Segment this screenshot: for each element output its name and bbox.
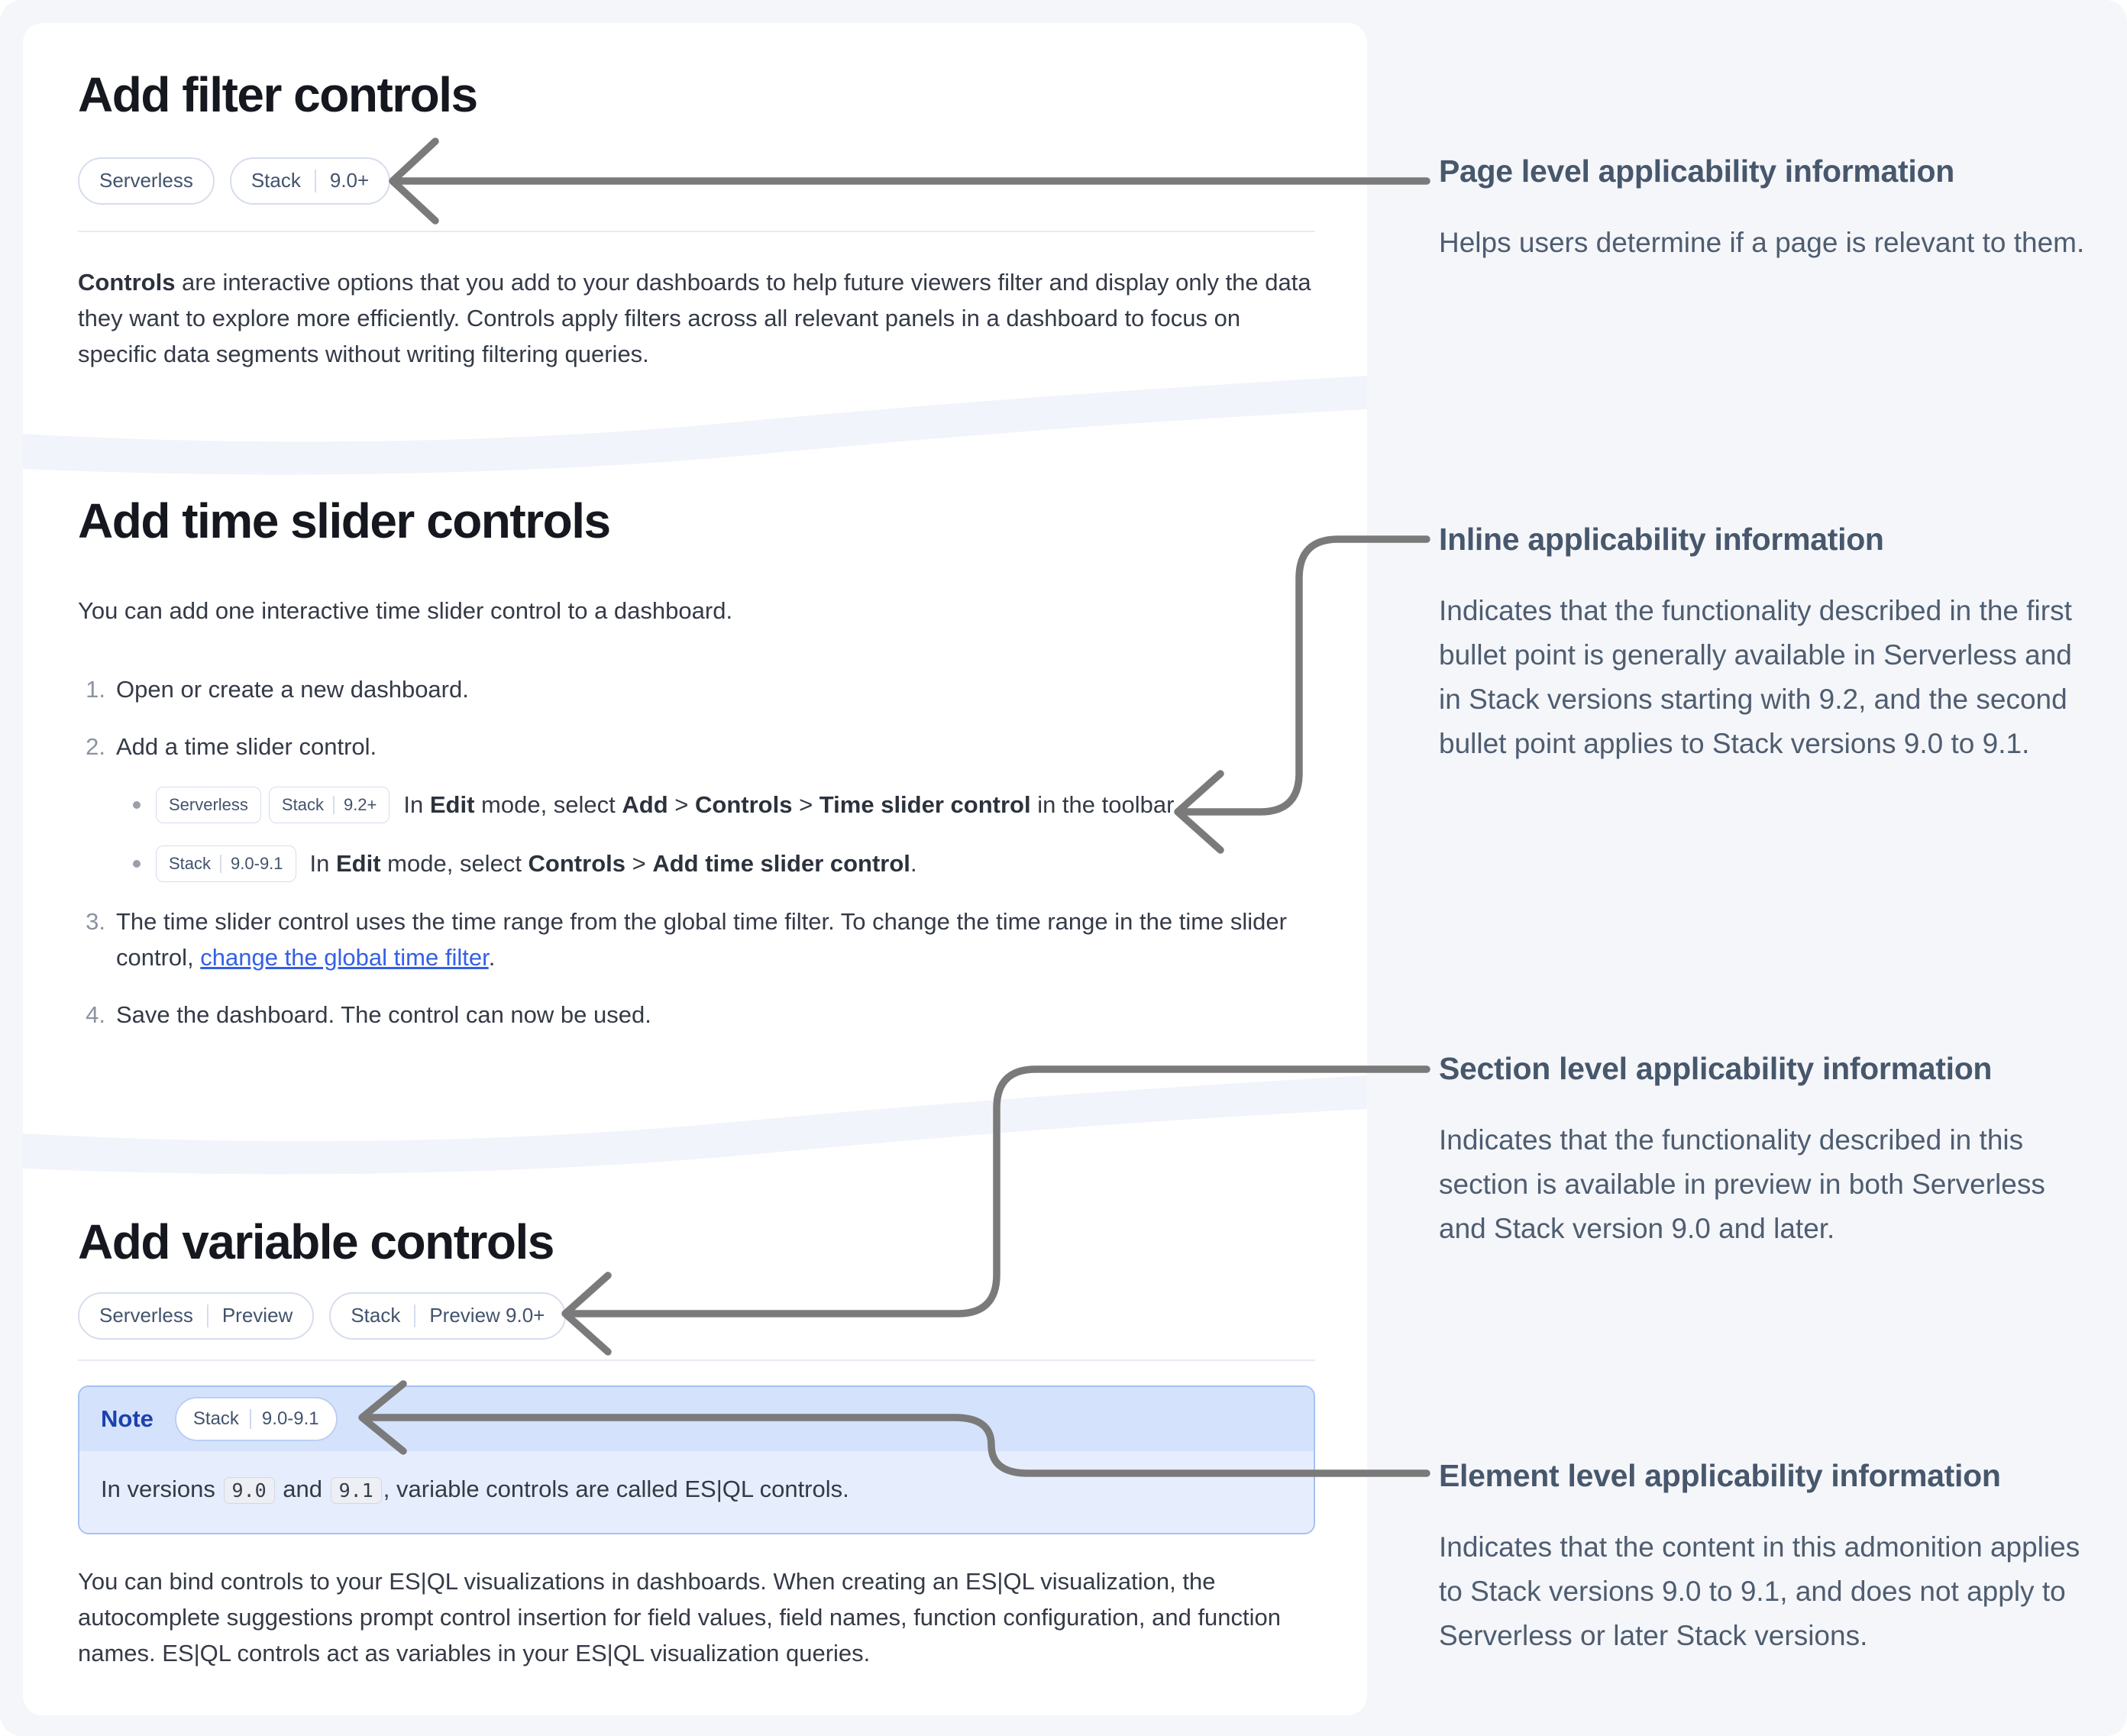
text-run: Save the dashboard. The control can now be used. (116, 1001, 651, 1028)
annotation-body: Indicates that the content in this admonition applies to Stack versions 9.0 to 9.1, and does not apply to Serverless or later Stack versions. (1439, 1531, 2080, 1652)
text-run: in the toolbar. (1030, 791, 1180, 819)
bullet-item (116, 845, 1315, 882)
text-run: Open or create a new dashboard. (116, 675, 469, 703)
text-run: mode, select (380, 850, 529, 878)
text-run: In (403, 791, 430, 819)
text-run: and (276, 1475, 329, 1502)
annotation-title: Page level applicability information (1439, 154, 1954, 189)
list-item-text (116, 671, 1315, 707)
badge-divider (250, 1409, 251, 1429)
bold-text: Controls (528, 850, 625, 878)
annotation-title: Inline applicability information (1439, 522, 1884, 557)
bold-text: Edit (429, 791, 475, 819)
badge-stack-version: Stack 9.2+ (269, 787, 390, 823)
list-number: 1. (86, 675, 105, 703)
annotation-title: Section level applicability information (1439, 1051, 1993, 1086)
list-number: 3. (86, 907, 105, 935)
list-item (78, 997, 1315, 1033)
annotation-section-level (1439, 1050, 2088, 1251)
text-run: . (488, 943, 496, 971)
closing-paragraph (78, 1563, 1315, 1671)
list-number: 4. (86, 1001, 105, 1028)
card-add-variable-controls (78, 1214, 1315, 1671)
text-run: In versions (101, 1475, 222, 1502)
card-add-filter-controls (78, 67, 1315, 372)
text-run: In (309, 850, 336, 878)
list-item (78, 904, 1315, 975)
list-item (78, 671, 1315, 707)
text-run: The time slider control uses the time range from the global time filter. To change the time range in the time slider control, (116, 907, 1287, 971)
bullet-item (116, 787, 1315, 823)
annotation-body: Indicates that the functionality described in the first bullet point is generally available in Serverless and in Stack versions starting with 9.2, and the second bullet point applies to Stack versions 9.0 to 9.1. (1439, 595, 2072, 760)
badge-serverless-preview: Serverless Preview (78, 1292, 314, 1340)
note-body (79, 1451, 1314, 1533)
divider (78, 231, 1315, 232)
annotation-body: Helps users determine if a page is relevant to them. (1439, 227, 2085, 259)
badge-serverless: Serverless (78, 157, 215, 205)
section-intro: You can add one interactive time slider control to a dashboard. (78, 596, 733, 624)
text-run: , variable controls are called ES|QL controls. (383, 1475, 849, 1502)
bold-text: Controls (695, 791, 793, 819)
badge-divider (315, 170, 316, 192)
note-header (79, 1387, 1314, 1451)
section-title: Add time slider controls (78, 493, 610, 548)
bold-text: Edit (336, 850, 381, 878)
divider (78, 1359, 1315, 1361)
list-item-text (116, 997, 1315, 1033)
bold-text: Add (622, 791, 668, 819)
badge-divider (333, 796, 335, 814)
annotation-element-level (1439, 1457, 2088, 1658)
bold-text: Controls (78, 268, 176, 296)
link-change-global-time-filter[interactable]: change the global time filter (200, 943, 489, 971)
card-add-time-slider-controls (78, 493, 1315, 1033)
text-run: You can bind controls to your ES|QL visualizations in dashboards. When creating an ES|QL visualization, the autocomplete suggestions prompt control insertion for field values, field names, function configuration, and function names. ES|QL controls act as variables in your ES|QL visualization queries. (78, 1567, 1282, 1666)
text-run: > (792, 791, 819, 819)
badge-divider (220, 855, 221, 873)
text-run: > (625, 850, 653, 878)
text-run: mode, select (474, 791, 622, 819)
badge-stack-version: Stack 9.0+ (230, 157, 390, 205)
bold-text: Time slider control (819, 791, 1031, 819)
bullet-dot (133, 860, 141, 868)
badge-serverless: Serverless (156, 787, 261, 823)
annotation-title: Element level applicability information (1439, 1458, 2001, 1493)
badge-stack-version: Stack 9.0-9.1 (175, 1397, 338, 1441)
intro-paragraph (78, 264, 1315, 372)
list-number: 2. (86, 732, 105, 760)
badge-stack-preview-version: Stack Preview 9.0+ (329, 1292, 566, 1340)
inline-code: 9.1 (331, 1477, 382, 1504)
ordered-list (78, 671, 1315, 1033)
page-applicability-badges (78, 157, 1315, 205)
inline-code: 9.0 (224, 1477, 275, 1504)
page-title: Add filter controls (78, 67, 477, 122)
section-title: Add variable controls (78, 1214, 554, 1269)
badge-divider (414, 1304, 415, 1327)
annotation-page-level (1439, 153, 2088, 265)
list-item (78, 729, 1315, 882)
badge-stack-version: Stack 9.0-9.1 (156, 845, 296, 882)
annotation-inline-level (1439, 521, 2088, 766)
text-run: are interactive options that you add to your dashboards to help future viewers filter and display only the data they want to explore more efficiently. Controls apply filters across all relevant panels in a dashboard to focus on specific data segments without writing filtering queries. (78, 268, 1311, 367)
bullet-text (310, 845, 917, 881)
note-label: Note (101, 1405, 154, 1432)
text-run: Add a time slider control. (116, 732, 377, 760)
section-applicability-badges (78, 1292, 1315, 1340)
bold-text: Add time slider control (652, 850, 910, 878)
list-item-text (116, 904, 1315, 975)
bullet-text (403, 787, 1179, 823)
text-run: > (668, 791, 696, 819)
note-admonition (78, 1385, 1315, 1534)
text-run: . (910, 850, 917, 878)
badge-divider (207, 1304, 208, 1327)
annotation-body: Indicates that the functionality described in this section is available in preview in both Serverless and Stack version 9.0 and later. (1439, 1124, 2045, 1245)
list-item-text (116, 729, 1315, 765)
bullet-dot (133, 801, 141, 809)
